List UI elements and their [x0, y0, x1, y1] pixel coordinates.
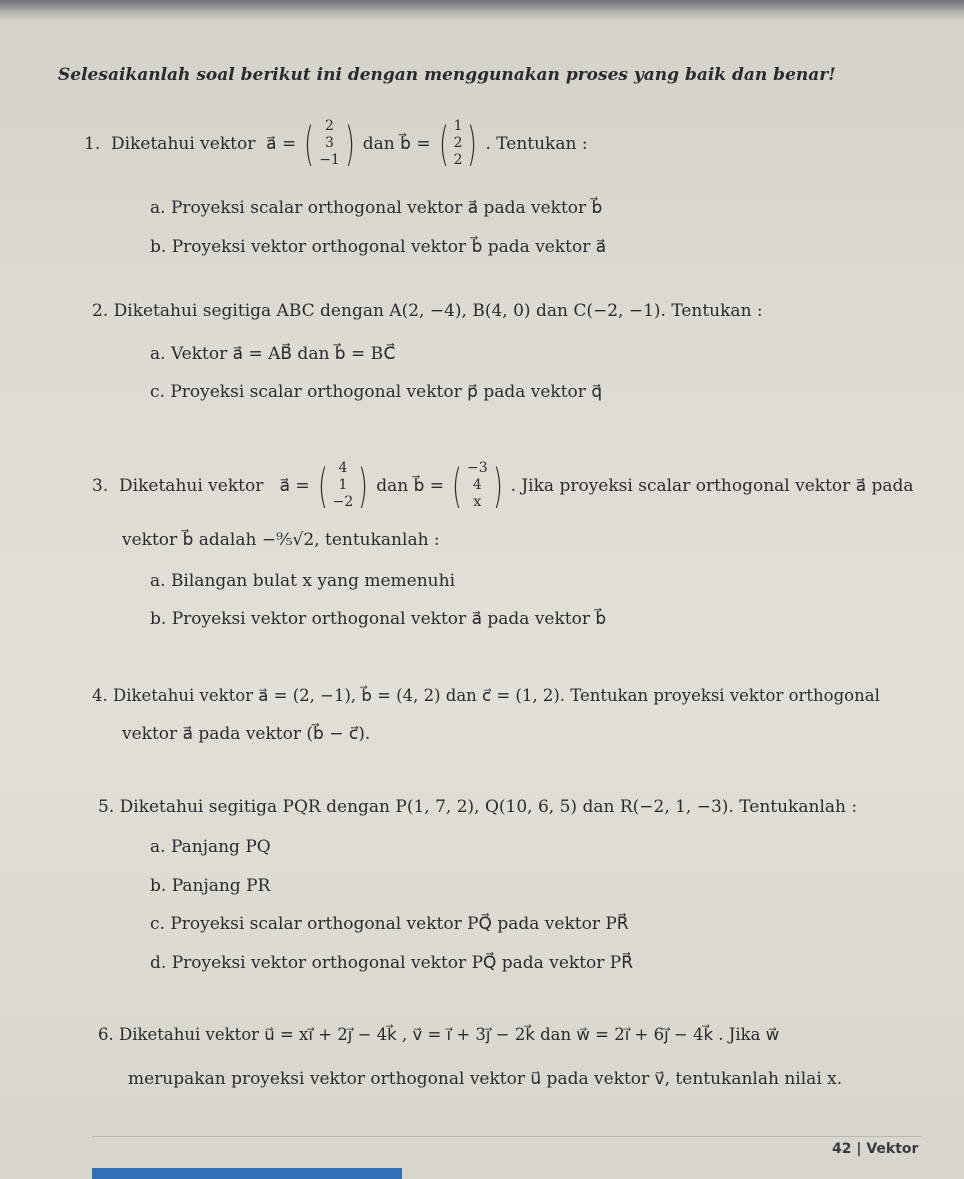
q3-part-a: a. Bilangan bulat x yang memenuhi	[150, 571, 456, 591]
q1-vector-b: ( 1 2 2 )	[438, 116, 478, 171]
q1-a-2: 3	[325, 135, 334, 151]
q3-tail: . Jika proyeksi scalar orthogonal vektor a⃗ pada	[510, 475, 914, 496]
footer-separator: |	[856, 1141, 862, 1157]
q3-part-b: b. Proyeksi vektor orthogonal vektor a⃗ pada vektor b⃗	[150, 609, 607, 629]
q3-a-3: −2	[332, 494, 354, 510]
q3-a-1: 4	[338, 460, 348, 476]
q1-intro: Diketahui vektor	[111, 133, 256, 154]
question-4-line-1: 4. Diketahui vektor a⃗ = (2, −1), b⃗ = (4, 2) dan c⃗ = (1, 2). Tentukan proyeksi vektor orthogonal	[92, 686, 880, 705]
question-2-stem: 2. Diketahui segitiga ABC dengan A(2, −4), B(4, 0) dan C(−2, −1). Tentukan :	[92, 301, 763, 321]
q1-number: 1.	[84, 133, 101, 154]
question-1-stem	[84, 118, 588, 169]
question-4-line-2: vektor a⃗ pada vektor (b⃗ − c⃗).	[122, 724, 371, 744]
q3-vector-a: ( 4 1 −2 )	[317, 458, 369, 513]
q1-part-a: a. Proyeksi scalar orthogonal vektor a⃗ pada vektor b⃗	[150, 198, 603, 218]
q3-dan: dan	[376, 475, 409, 496]
q1-vec-a-label: a⃗ =	[266, 133, 297, 154]
q3-vec-b-label: b⃗ =	[413, 475, 445, 496]
question-3-stem	[92, 460, 914, 511]
question-6-line-2: merupakan proyeksi vektor orthogonal vektor u⃗ pada vektor v⃗, tentukanlah nilai x.	[128, 1069, 843, 1089]
q3-line-2: vektor b⃗ adalah −⁹⁄₅√2, tentukanlah :	[122, 530, 440, 550]
q1-vec-b-label: b⃗ =	[400, 133, 431, 154]
q5-part-d: d. Proyeksi vektor orthogonal vektor PQ⃗ pada vektor PR⃗	[150, 953, 634, 973]
q5-part-c: c. Proyeksi scalar orthogonal vektor PQ⃗ pada vektor PR⃗	[150, 914, 629, 934]
q3-number: 3.	[92, 475, 109, 496]
q1-dan: dan	[362, 133, 395, 154]
q1-vector-a: ( 2 3 −1 )	[304, 116, 355, 171]
q3-vector-b: ( −3 4 x )	[452, 458, 503, 513]
q5-part-a: a. Panjang PQ	[150, 837, 271, 857]
footer-divider	[92, 1136, 922, 1137]
q3-b-2: 4	[472, 477, 482, 493]
top-shadow	[0, 0, 964, 22]
page-footer	[832, 1141, 918, 1157]
question-6-line-1: 6. Diketahui vektor u⃗ = xi⃗ + 2j⃗ − 4k⃗ , v⃗ = i⃗ + 3j⃗ − 2k⃗ dan w⃗ = 2i⃗ + 6j⃗ − 4k⃗ . Jika w⃗	[98, 1025, 780, 1044]
q5-part-b: b. Panjang PR	[150, 876, 271, 896]
page-number: 42	[832, 1141, 852, 1157]
q1-b-3: 2	[453, 152, 463, 168]
q2-part-a: a. Vektor a⃗ = AB⃗ dan b⃗ = BC⃗	[150, 344, 396, 364]
q3-vec-a-label: a⃗ =	[279, 475, 310, 496]
q2-part-c: c. Proyeksi scalar orthogonal vektor p⃗ pada vektor q⃗	[150, 382, 603, 402]
chapter-title: Vektor	[866, 1141, 919, 1157]
q1-a-3: −1	[319, 152, 340, 168]
q1-b-2: 2	[453, 135, 463, 151]
q1-part-b: b. Proyeksi vektor orthogonal vektor b⃗ pada vektor a⃗	[150, 237, 607, 257]
q3-b-1: −3	[466, 460, 488, 476]
question-5-stem: 5. Diketahui segitiga PQR dengan P(1, 7, 2), Q(10, 6, 5) dan R(−2, 1, −3). Tentukanlah :	[98, 797, 858, 817]
bottom-blue-bar	[92, 1168, 402, 1179]
q1-b-1: 1	[453, 118, 463, 134]
q3-b-3: x	[473, 494, 482, 510]
q1-a-1: 2	[325, 118, 334, 134]
instruction: Selesaikanlah soal berikut ini dengan menggunakan proses yang baik dan benar!	[58, 65, 836, 85]
q3-intro: Diketahui vektor	[119, 475, 264, 496]
q1-ask: . Tentukan :	[485, 133, 588, 154]
q3-a-2: 1	[338, 477, 348, 493]
